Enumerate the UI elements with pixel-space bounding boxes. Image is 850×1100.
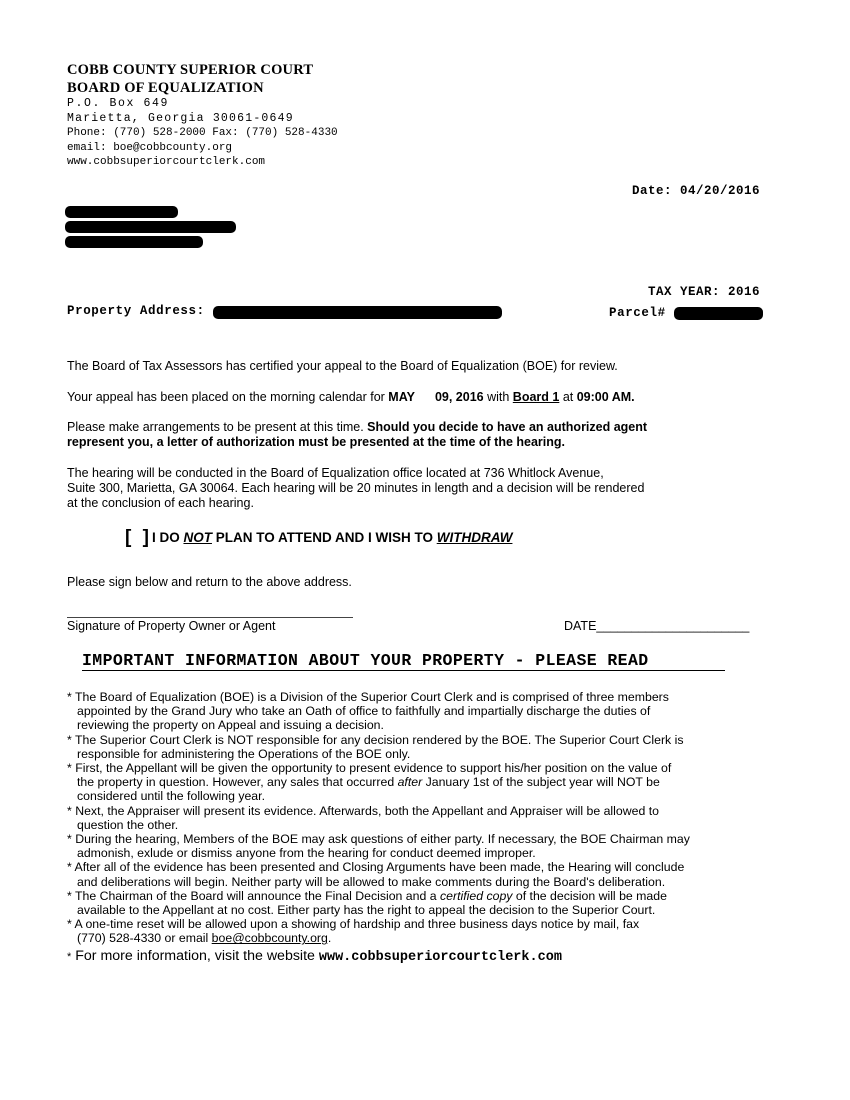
arrangements-text: Please make arrangements to be present at this time. bbox=[67, 420, 368, 434]
withdraw-word: WITHDRAW bbox=[436, 530, 513, 545]
po-box: P.O. Box 649 bbox=[67, 97, 170, 110]
city-address: Marietta, Georgia 30061-0649 bbox=[67, 111, 294, 125]
important-heading bbox=[82, 651, 649, 670]
agent-notice-2: represent you, a letter of authorization must be presented at the time of the hearing. bbox=[67, 435, 565, 449]
hearing-time: 09:00 AM. bbox=[576, 390, 635, 404]
info-list bbox=[67, 690, 757, 967]
info-item-more bbox=[67, 947, 757, 967]
info-item-appraiser-line-2: question the other. bbox=[77, 817, 179, 832]
hearing-day: 09, 2016 bbox=[434, 390, 484, 404]
info-item-appraiser bbox=[67, 804, 757, 832]
appellant-text-b: January 1st of the subject year will NOT be bbox=[422, 775, 660, 790]
email-line: email: boe@cobbcounty.org bbox=[67, 141, 233, 154]
info-item-boe-line-2: appointed by the Grand Jury who take an Oath of office to faithfully and impartially discharge the duties of bbox=[77, 704, 651, 719]
appellant-after: after bbox=[397, 775, 423, 790]
info-item-appellant-line-3: considered until the following year. bbox=[77, 789, 265, 804]
info-item-decision bbox=[67, 889, 757, 917]
decision-text-a: * The Chairman of the Board will announce the Final Decision and a bbox=[67, 888, 440, 903]
phone-fax: Phone: (770) 528-2000 Fax: (770) 528-4330 bbox=[67, 127, 338, 139]
redacted-property-address bbox=[213, 306, 502, 319]
withdraw-checkbox[interactable]: [ ] bbox=[125, 527, 152, 548]
info-item-deliberation-line-2: and deliberations will begin. Neither party will be allowed to make comments during the Board's deliberation. bbox=[77, 874, 666, 889]
info-item-reset-line-2 bbox=[67, 931, 757, 945]
info-item-boe-line-1: * The Board of Equalization (BOE) is a Division of the Superior Court Clerk and is comprised of three members bbox=[67, 690, 669, 704]
date-field[interactable]: DATE______________________ bbox=[564, 619, 750, 633]
at-text: at bbox=[559, 390, 577, 404]
info-item-boe-line-3: reviewing the property on Appeal and issuing a decision. bbox=[77, 718, 384, 733]
decision-text-b: of the decision will be made bbox=[512, 888, 667, 903]
important-heading-underline bbox=[82, 670, 725, 671]
court-contact bbox=[67, 97, 338, 170]
certification-paragraph: The Board of Tax Assessors has certified your appeal to the Board of Equalization (BOE) for review. bbox=[67, 359, 618, 373]
sign-instruction: Please sign below and return to the above address. bbox=[67, 575, 352, 589]
withdraw-not: NOT bbox=[183, 530, 212, 545]
more-text: For more information, visit the website bbox=[71, 947, 319, 964]
appellant-text-a: the property in question. However, any sales that occurred bbox=[77, 775, 398, 790]
letter-date: Date: 04/20/2016 bbox=[631, 184, 760, 198]
info-item-deliberation-line-1: * After all of the evidence has been presented and Closing Arguments have been made, the Hearing will conclude bbox=[67, 860, 685, 875]
with-text: with bbox=[483, 390, 513, 404]
redacted-recipient-line-2 bbox=[65, 221, 236, 233]
info-item-decision-line-2: available to the Appellant at no cost. Either party has the right to appeal the decision to the Superior Court. bbox=[77, 903, 656, 918]
info-item-deliberation bbox=[67, 860, 757, 888]
tax-year: TAX YEAR: 2016 bbox=[647, 285, 760, 299]
signature-label: Signature of Property Owner or Agent bbox=[67, 619, 276, 633]
location-line-1: The hearing will be conducted in the Board of Equalization office located at 736 Whitlock Avenue, bbox=[67, 466, 604, 480]
info-item-appellant-line-1: * First, the Appellant will be given the opportunity to present evidence to support his/her position on the value of bbox=[67, 761, 672, 776]
reset-period: . bbox=[327, 931, 332, 946]
hearing-location-paragraph bbox=[67, 466, 644, 511]
info-item-boe bbox=[67, 690, 757, 733]
info-item-questions bbox=[67, 832, 757, 860]
location-line-2: Suite 300, Marietta, GA 30064. Each hearing will be 20 minutes in length and a decision will be rendered bbox=[67, 481, 645, 495]
redacted-recipient-line-3 bbox=[65, 236, 203, 248]
info-item-reset-line-1: * A one-time reset will be allowed upon a showing of hardship and three business days notice by mail, fax bbox=[67, 917, 640, 932]
info-item-appraiser-line-1: * Next, the Appraiser will present its evidence. Afterwards, both the Appellant and Appraiser will be allowed to bbox=[67, 803, 659, 818]
withdraw-option[interactable] bbox=[125, 527, 512, 549]
hearing-board: Board 1 bbox=[512, 390, 560, 404]
info-item-reset bbox=[67, 917, 757, 945]
info-item-clerk bbox=[67, 733, 757, 761]
arrangements-paragraph bbox=[67, 420, 647, 450]
info-item-decision-line-1 bbox=[67, 889, 667, 903]
info-item-appellant bbox=[67, 761, 757, 804]
reset-email-link[interactable]: boe@cobbcounty.org bbox=[211, 931, 328, 946]
calendar-text: Your appeal has been placed on the morning calendar for bbox=[67, 390, 389, 404]
signature-line[interactable] bbox=[67, 617, 353, 618]
redacted-parcel-number bbox=[674, 307, 763, 320]
calendar-paragraph bbox=[67, 390, 635, 405]
withdraw-text-b: PLAN TO ATTEND AND I WISH TO bbox=[211, 530, 437, 545]
location-line-3: at the conclusion of each hearing. bbox=[67, 496, 254, 510]
website-line: www.cobbsuperiorcourtclerk.com bbox=[67, 156, 266, 168]
reset-text: (770) 528-4330 or email bbox=[77, 931, 212, 946]
info-item-questions-line-1: * During the hearing, Members of the BOE may ask questions of either party. If necessary, the BOE Chairman may bbox=[67, 832, 690, 847]
property-address-label: Property Address: bbox=[67, 304, 205, 318]
info-item-clerk-line-1: * The Superior Court Clerk is NOT responsible for any decision rendered by the BOE. The Superior Court Clerk is bbox=[67, 732, 684, 747]
decision-certified-copy: certified copy bbox=[440, 888, 513, 903]
info-item-questions-line-2: admonish, exlude or dismiss anyone from the hearing for conduct deemed improper. bbox=[77, 846, 536, 861]
more-star: * bbox=[67, 950, 72, 963]
info-item-appellant-line-2 bbox=[67, 775, 757, 789]
court-header bbox=[67, 61, 313, 97]
board-name: BOARD OF EQUALIZATION bbox=[67, 80, 264, 96]
info-item-clerk-line-2: responsible for administering the Operations of the BOE only. bbox=[77, 746, 411, 761]
court-name: COBB COUNTY SUPERIOR COURT bbox=[67, 62, 314, 78]
agent-notice-1: Should you decide to have an authorized agent bbox=[367, 420, 648, 434]
parcel-label: Parcel# bbox=[609, 306, 666, 320]
redacted-recipient-line-1 bbox=[65, 206, 178, 218]
important-heading-text: IMPORTANT INFORMATION ABOUT YOUR PROPERTY - PLEASE READ bbox=[82, 651, 649, 670]
withdraw-text-a: I DO bbox=[151, 530, 184, 545]
hearing-month: MAY bbox=[388, 390, 415, 404]
more-website-link[interactable]: www.cobbsuperiorcourtclerk.com bbox=[318, 949, 562, 965]
